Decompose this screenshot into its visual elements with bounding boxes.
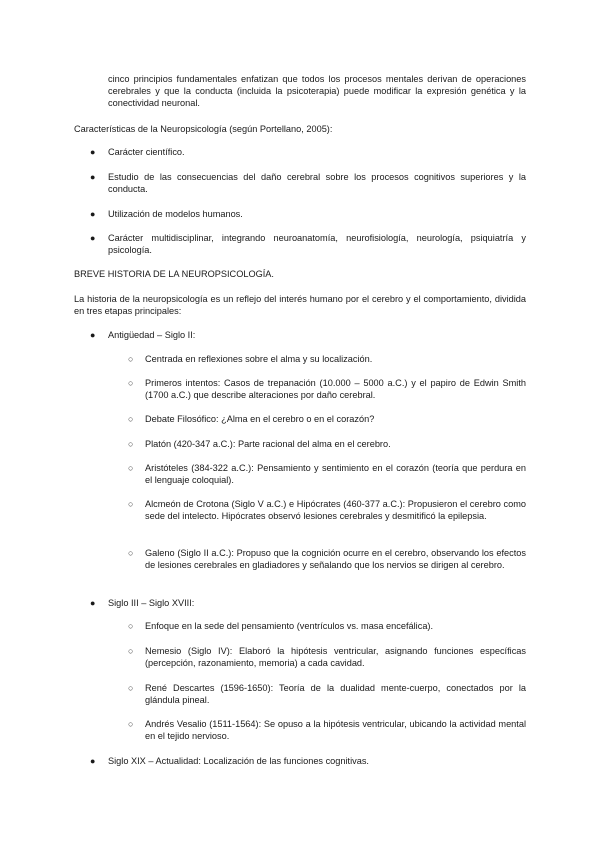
sub-bullet-icon: ○ [128, 499, 134, 509]
sub-bullet-icon: ○ [128, 439, 134, 449]
stage-title: Siglo XIX – Actualidad: Localización de las funciones cognitivas. [108, 756, 369, 766]
stage-item: Debate Filosófico: ¿Alma en el cerebro o en el corazón? [145, 414, 375, 424]
bullet-icon: ● [90, 598, 96, 608]
stage-item: Centrada en reflexiones sobre el alma y su localización. [145, 354, 373, 364]
stage-title: Antigüedad – Siglo II: [108, 330, 196, 340]
stage-item: Primeros intentos: Casos de trepanación (10.000 – 5000 a.C.) y el papiro de Edwin Smith (1700 a.C.) que describe alteraciones por daño cerebral. [145, 378, 526, 400]
sub-bullet-icon: ○ [128, 463, 134, 473]
characteristic-item: Carácter multidisciplinar, integrando neuroanatomía, neurofisiología, neurología, psiquiatría y psicología. [108, 233, 526, 255]
stage-item: René Descartes (1596-1650): Teoría de la dualidad mente-cuerpo, conectados por la glándula pineal. [145, 683, 526, 705]
bullet-icon: ● [90, 147, 96, 157]
sub-bullet-icon: ○ [128, 354, 134, 364]
characteristics-heading: Características de la Neuropsicología (según Portellano, 2005): [74, 124, 333, 134]
stage-item: Galeno (Siglo II a.C.): Propuso que la cognición ocurre en el cerebro, observando los efectos de lesiones cerebrales en gladiadores y señalando que los nervios se dirigen al cerebro. [145, 548, 526, 570]
sub-bullet-icon: ○ [128, 646, 134, 656]
stage-item: Nemesio (Siglo IV): Elaboró la hipótesis ventricular, asignando funciones específicas (percepción, razonamiento, memoria) a cada cavidad. [145, 646, 526, 668]
characteristic-item: Carácter científico. [108, 147, 185, 157]
stage-item: Enfoque en la sede del pensamiento (ventrículos vs. masa encefálica). [145, 621, 434, 631]
bullet-icon: ● [90, 233, 96, 243]
stage-item: Aristóteles (384-322 a.C.): Pensamiento y sentimiento en el corazón (teoría que perdura en el lenguaje coloquial). [145, 463, 526, 485]
stage-item: Alcmeón de Crotona (Siglo V a.C.) e Hipócrates (460-377 a.C.): Propusieron el cerebro como sede del intelecto. Hipócrates observó lesiones cerebrales y desmitificó la epilepsia. [145, 499, 526, 521]
bullet-icon: ● [90, 172, 96, 182]
sub-bullet-icon: ○ [128, 621, 134, 631]
bullet-icon: ● [90, 330, 96, 340]
intro-paragraph: cinco principios fundamentales enfatizan que todos los procesos mentales derivan de operaciones cerebrales y que la conducta (incluida la psicoterapia) puede modificar la expresión genética y la conectividad neuronal. [108, 74, 526, 108]
sub-bullet-icon: ○ [128, 719, 134, 729]
history-heading: BREVE HISTORIA DE LA NEUROPSICOLOGÍA. [74, 269, 274, 279]
bullet-icon: ● [90, 756, 96, 766]
stage-item: Andrés Vesalio (1511-1564): Se opuso a la hipótesis ventricular, ubicando la actividad mental en el tejido nervioso. [145, 719, 526, 741]
sub-bullet-icon: ○ [128, 414, 134, 424]
sub-bullet-icon: ○ [128, 548, 134, 558]
characteristic-item: Utilización de modelos humanos. [108, 209, 243, 219]
characteristic-item: Estudio de las consecuencias del daño cerebral sobre los procesos cognitivos superiores y la conducta. [108, 172, 526, 194]
history-intro: La historia de la neuropsicología es un reflejo del interés humano por el cerebro y el comportamiento, dividida en tres etapas principales: [74, 294, 526, 316]
bullet-icon: ● [90, 209, 96, 219]
sub-bullet-icon: ○ [128, 378, 134, 388]
sub-bullet-icon: ○ [128, 683, 134, 693]
stage-title: Siglo III – Siglo XVIII: [108, 598, 195, 608]
stage-item: Platón (420-347 a.C.): Parte racional del alma en el cerebro. [145, 439, 391, 449]
